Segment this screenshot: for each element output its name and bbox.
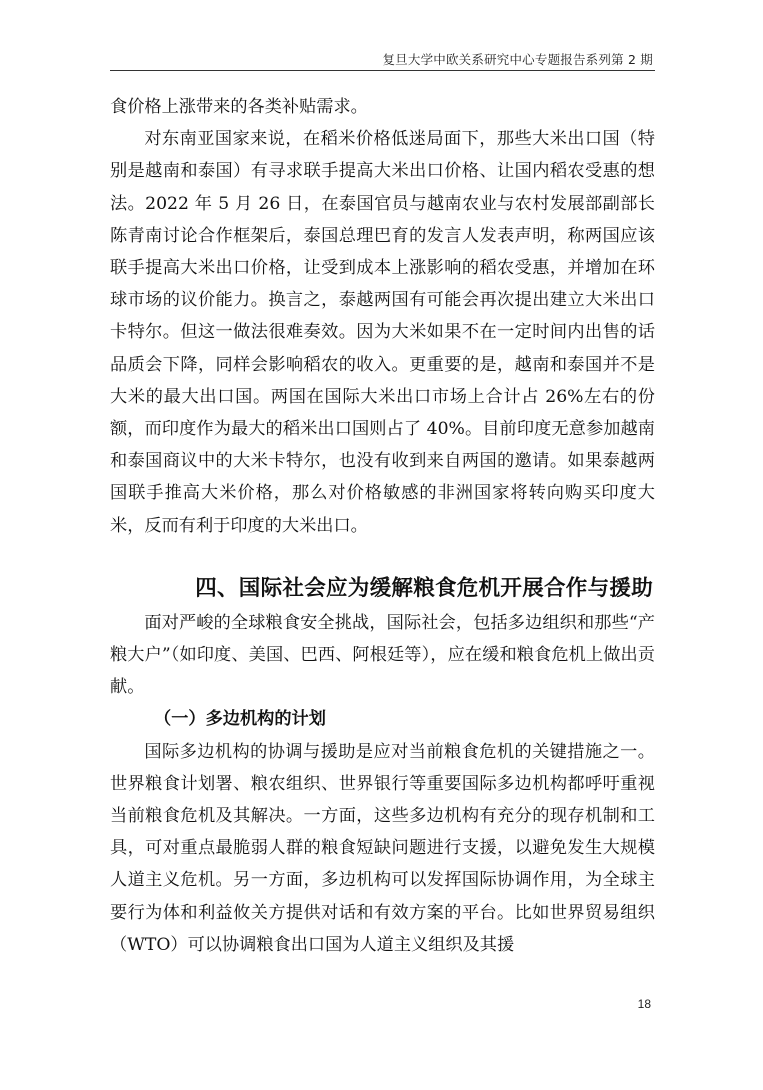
section-heading: 四、国际社会应为缓解粮食危机开展合作与援助 [195,575,653,601]
paragraph-multilateral-agencies: 国际多边机构的协调与援助是应对当前粮食危机的关键措施之一。世界粮食计划署、粮农组织、世界银行等重要国际多边机构都呼吁重视当前粮食危机及其解决。一方面，这些多边机构有充分的现存机制和工具，可对重点最脆弱人群的粮食短缺问题进行支援，以避免发生大规模人道主义危机。另一方面，多边机构可以发挥国际协调作用，为全球主要行为体和利益攸关方提供对话和有效方案的平台。比如世界贸易组织（WTO）可以协调粮食出口国为人道主义组织及其援 [110,741,655,955]
paragraph-southeast-asia-rice: 对东南亚国家来说，在稻米价格低迷局面下，那些大米出口国（特别是越南和泰国）有寻求联手提高大米出口价格、让国内稻农受惠的想法。2022 年 5 月 26 日，在泰国官员与越南农业与农村发展部副部长陈青南讨论合作框架后，泰国总理巴育的发言人发表声明，称两国应该联手提高大米出口价格，让受到成本上涨影响的稻农受惠，并增加在环球市场的议价能力。换言之，泰越两国有可能会再次提出建立大米出口卡特尔。但这一做法很难奏效。因为大米如果不在一定时间内出售的话品质会下降，同样会影响稻农的收入。更重要的是，越南和泰国并不是大米的最大出口国。两国在国际大米出口市场上合计占 26%左右的份额，而印度作为最大的稻米出口国则占了 40%。目前印度无意参加越南和泰国商议中的大米卡特尔，也没有收到来自两国的邀请。如果泰越两国联手推高大米价格，那么对价格敏感的非洲国家将转向购买印度大米，反而有利于印度的大米出口。 [110,129,655,536]
paragraph-international-community: 面对严峻的全球粮食安全挑战，国际社会，包括多边组织和那些“产粮大户”（如印度、美国、巴西、阿根廷等），应在缓和粮食危机上做出贡献。 [110,612,655,698]
paragraph-continuation: 食价格上涨带来的各类补贴需求。 [110,97,368,117]
document-body [110,91,655,961]
running-header: 复旦大学中欧关系研究中心专题报告系列第 2 期 [382,52,653,67]
page-number: 18 [637,997,651,1011]
header-divider [110,70,655,71]
subsection-heading: （一）多边机构的计划 [154,709,326,730]
